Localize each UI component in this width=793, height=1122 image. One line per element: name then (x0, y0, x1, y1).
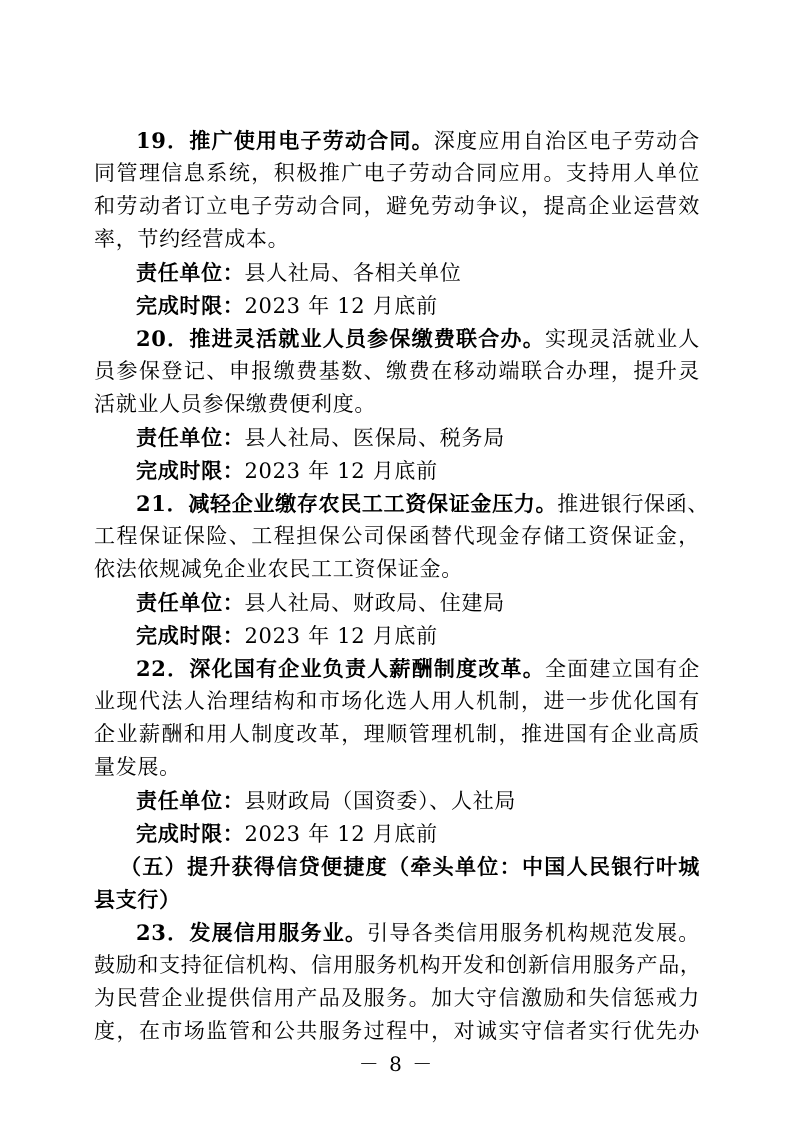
page-number: － 8 － (358, 1052, 435, 1076)
item-body-line: 率，节约经营成本。 (94, 227, 290, 251)
deadline-label: 完成时限： (136, 623, 245, 648)
item-body-text: 推进银行保函、 (557, 492, 710, 516)
item-body-line: 工程保证保险、工程担保公司保函替代现金存储工资保证金， (94, 524, 700, 548)
responsible-label: 责任单位： (136, 260, 245, 285)
item-body-line: 和劳动者订立电子劳动合同，避免劳动争议，提高企业运营效 (94, 194, 700, 218)
deadline-label: 完成时限： (136, 293, 245, 318)
deadline-value: 2023 年 12 月底前 (244, 624, 438, 648)
item-body-text: 引导各类信用服务机构规范发展。 (367, 921, 700, 945)
item-body-line: 度，在市场监管和公共服务过程中，对诚实守信者实行优先办 (94, 1019, 700, 1043)
deadline-line (136, 817, 700, 850)
responsible-units-line (136, 586, 700, 619)
item-19-first-line (136, 124, 700, 157)
item-number: 23． (136, 920, 190, 945)
deadline-value: 2023 年 12 月底前 (244, 822, 438, 846)
deadline-line (136, 619, 700, 652)
deadline-label: 完成时限： (136, 821, 245, 846)
item-body-text: 全面建立国有企 (544, 657, 700, 681)
item-body-text: 实现灵活就业人 (544, 327, 700, 351)
item-21-first-line (136, 487, 710, 520)
responsible-units-line (136, 421, 700, 454)
item-23-first-line (136, 916, 700, 949)
item-number: 21． (136, 491, 189, 516)
item-body-line: 业现代法人治理结构和市场化选人用人机制，进一步优化国有 (94, 689, 700, 713)
item-body-line: 员参保登记、申报缴费基数、缴费在移动端联合办理，提升灵 (94, 359, 700, 383)
responsible-units-line (136, 784, 700, 817)
deadline-line (136, 289, 700, 322)
item-body-line: 同管理信息系统，积极推广电子劳动合同应用。支持用人单位 (94, 161, 700, 185)
responsible-label: 责任单位： (136, 425, 245, 450)
deadline-value: 2023 年 12 月底前 (244, 294, 438, 318)
responsible-label: 责任单位： (136, 590, 245, 615)
deadline-line (136, 454, 700, 487)
responsible-label: 责任单位： (136, 788, 245, 813)
item-heading: 发展信用服务业。 (189, 920, 368, 945)
responsible-units-line (136, 256, 700, 289)
item-number: 20． (136, 326, 190, 351)
item-body-line: 鼓励和支持征信机构、信用服务机构开发和创新信用服务产品， (94, 953, 702, 977)
responsible-value: 县人社局、财政局、住建局 (244, 591, 505, 615)
section-heading-continued: 县支行） (94, 887, 181, 912)
item-body-line: 量发展。 (94, 755, 181, 779)
responsible-value: 县财政局（国资委）、人社局 (244, 789, 517, 813)
item-body-text: 深度应用自治区电子劳动合 (433, 129, 701, 153)
responsible-value: 县人社局、各相关单位 (244, 261, 462, 285)
item-body-line: 企业薪酬和用人制度改革，理顺管理机制，推进国有企业高质 (94, 722, 700, 746)
item-body-line: 活就业人员参保缴费便利度。 (94, 392, 377, 416)
item-heading: 推广使用电子劳动合同。 (189, 128, 434, 153)
deadline-value: 2023 年 12 月底前 (244, 459, 438, 483)
item-22-first-line (136, 652, 700, 685)
item-20-first-line (136, 322, 700, 355)
item-heading: 推进灵活就业人员参保缴费联合办。 (189, 326, 545, 351)
section-heading: （五）提升获得信贷便捷度（牵头单位：中国人民银行叶城 (120, 854, 700, 879)
deadline-label: 完成时限： (136, 458, 245, 483)
responsible-value: 县人社局、医保局、税务局 (244, 426, 505, 450)
item-number: 22． (136, 656, 190, 681)
item-body-line: 为民营企业提供信用产品及服务。加大守信激励和失信惩戒力 (94, 986, 700, 1010)
item-heading: 深化国有企业负责人薪酬制度改革。 (189, 656, 545, 681)
item-number: 19． (136, 128, 190, 153)
item-body-line: 依法依规减免企业农民工工资保证金。 (94, 557, 463, 581)
item-heading: 减轻企业缴存农民工工资保证金压力。 (188, 491, 558, 516)
